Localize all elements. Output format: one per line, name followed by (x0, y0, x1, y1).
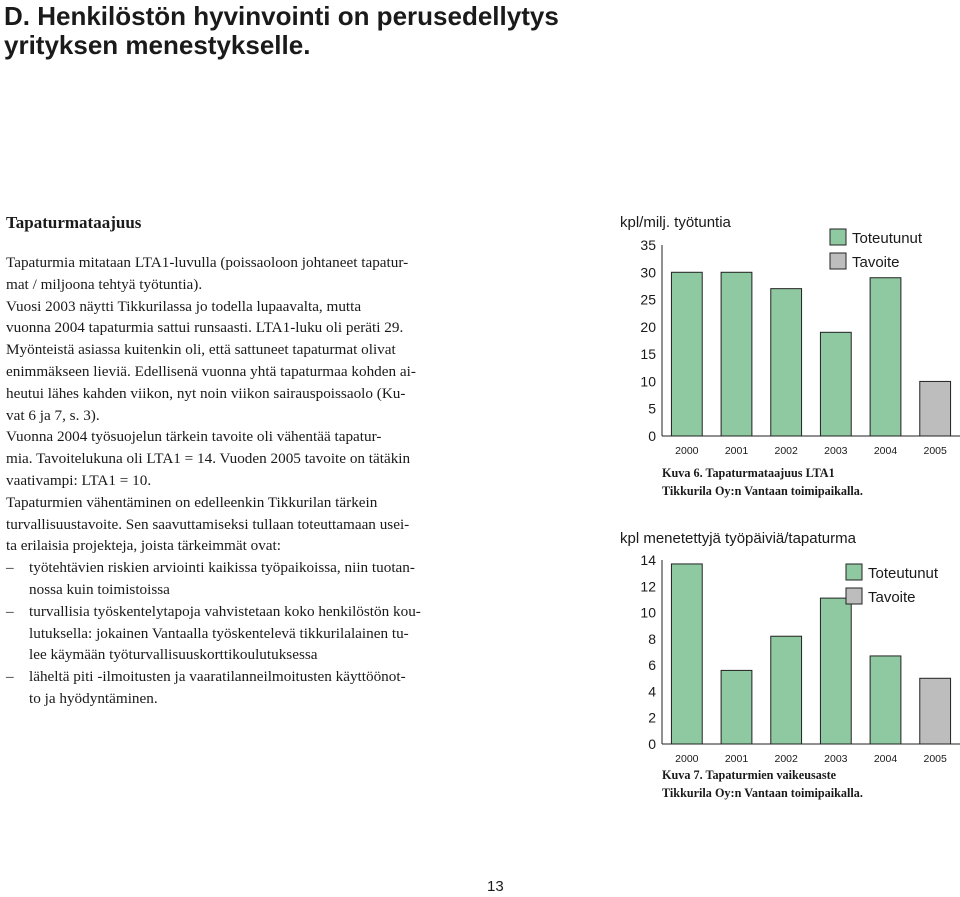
bar-toteutunut-2004 (870, 656, 901, 744)
text-line: läheltä piti -ilmoitusten ja vaaratilanneilmoitusten käyttöönot- (29, 668, 406, 686)
dash-marker: – (6, 602, 14, 620)
bar-toteutunut-2000 (671, 564, 702, 744)
text-line: enimmäkseen lieviä. Edellisenä vuonna yhtä tapaturmaa kohden ai- (6, 362, 416, 380)
text-line: ta erilaisia projekteja, joista tärkeimmät ovat: (6, 537, 281, 555)
dash-marker: – (6, 668, 14, 686)
text-line: Vuonna 2004 työsuojelun tärkein tavoite oli vähentää tapatur- (6, 428, 382, 446)
bar-toteutunut-2002 (771, 636, 802, 744)
caption-line: Tikkurila Oy:n Vantaan toimipaikalla. (662, 786, 863, 800)
y-tick-label: 15 (640, 346, 656, 363)
legend-label-tavoite: Tavoite (868, 589, 916, 606)
text-line: Vuosi 2003 näytti Tikkurilassa jo todella lupaavalta, mutta (6, 297, 362, 315)
text-line: mia. Tavoitelukuna oli LTA1 = 14. Vuoden 2005 tavoite on tätäkin (6, 450, 411, 468)
section-title: Tapaturmataajuus (6, 213, 142, 232)
y-tick-label: 0 (648, 428, 656, 444)
y-tick-label: 8 (648, 630, 656, 647)
paragraph-3 (6, 492, 476, 557)
x-tick-label: 2004 (873, 753, 898, 765)
y-tick-label: 35 (640, 237, 656, 253)
y-tick-label: 12 (640, 578, 656, 595)
x-tick-label: 2002 (774, 753, 798, 765)
paragraph-1 (6, 252, 476, 426)
text-line: vat 6 ja 7, s. 3). (6, 406, 100, 424)
bar-toteutunut-2003 (820, 598, 851, 744)
chart-title: kpl/milj. työtuntia (620, 214, 731, 231)
text-line: turvallisia työskentelytapoja vahvistetaan koko henkilöstön kou- (29, 602, 421, 620)
text-line: vaativampi: LTA1 = 10. (6, 471, 152, 489)
y-tick-label: 30 (640, 264, 656, 281)
bar-tavoite-2005 (920, 678, 951, 744)
y-tick-label: 4 (648, 683, 656, 700)
text-line: työtehtävien riskien arviointi kaikissa työpaikoissa, niin tuotan- (29, 559, 415, 577)
legend-swatch-tavoite (846, 588, 862, 604)
x-tick-label: 2001 (724, 445, 749, 457)
y-tick-label: 20 (640, 318, 656, 335)
y-tick-label: 6 (648, 657, 656, 674)
text-line: turvallisuustavoite. Sen saavuttamiseksi tullaan toteuttamaan usei- (6, 515, 410, 533)
text-line: heutui lähes kahden viikon, nyt noin viikon sairauspoissaolo (Ku- (6, 384, 406, 402)
bar-tavoite-2005 (920, 381, 951, 436)
y-tick-label: 0 (648, 736, 656, 752)
page-number: 13 (487, 878, 504, 895)
bar-toteutunut-2000 (671, 272, 702, 436)
text-line: mat / miljoona tehtyä työtuntia). (6, 275, 203, 293)
x-tick-label: 2003 (824, 445, 848, 457)
legend-swatch-toteutunut (830, 229, 846, 245)
lta1-chart (620, 208, 960, 463)
figure-7-caption (662, 766, 863, 802)
y-tick-label: 14 (640, 552, 656, 568)
legend-swatch-tavoite (830, 253, 846, 269)
bar-toteutunut-2002 (771, 289, 802, 436)
injury-severity-chart (620, 524, 960, 774)
lta1-chart-svg (620, 208, 960, 458)
text-line: Tapaturmia mitataan LTA1-luvulla (poissaoloon johtaneet tapatur- (6, 254, 409, 271)
x-tick-label: 2005 (923, 753, 947, 765)
chart-title: kpl menetettyjä työpäiviä/tapaturma (620, 530, 856, 547)
x-tick-label: 2004 (873, 445, 898, 457)
x-tick-label: 2005 (923, 445, 947, 457)
y-tick-label: 5 (648, 400, 656, 417)
figure-6-caption (662, 464, 863, 500)
x-tick-label: 2002 (774, 445, 798, 457)
heading-line-1: D. Henkilöstön hyvinvointi on perusedellytys (4, 1, 559, 31)
text-line: Tapaturmien vähentäminen on edelleenkin Tikkurilan tärkein (6, 493, 378, 511)
list-item (6, 601, 476, 666)
dash-marker: – (6, 559, 14, 577)
y-tick-label: 10 (640, 373, 656, 390)
text-line: vuonna 2004 tapaturmia sattui runsaasti. LTA1-luku oli peräti 29. (6, 319, 404, 337)
list-item (6, 666, 476, 710)
caption-line: Kuva 7. Tapaturmien vaikeusaste (662, 768, 837, 782)
heading-line-2: yrityksen menestykselle. (4, 30, 311, 60)
page-heading (4, 2, 704, 60)
x-tick-label: 2000 (675, 445, 699, 457)
legend-label-toteutunut: Toteutunut (852, 230, 923, 247)
text-line: to ja hyödyntäminen. (29, 689, 158, 707)
bar-toteutunut-2004 (870, 278, 901, 436)
caption-line: Tikkurila Oy:n Vantaan toimipaikalla. (662, 484, 863, 498)
bar-toteutunut-2001 (721, 670, 752, 744)
legend-swatch-toteutunut (846, 564, 862, 580)
text-line: Myönteistä asiassa kuitenkin oli, että sattuneet tapaturmat olivat (6, 341, 396, 359)
x-tick-label: 2003 (824, 753, 848, 765)
bar-toteutunut-2001 (721, 272, 752, 436)
text-line: lee käymään työturvallisuuskorttikoulutuksessa (29, 646, 318, 664)
legend-label-tavoite: Tavoite (852, 254, 900, 271)
bar-toteutunut-2003 (820, 332, 851, 436)
legend-label-toteutunut: Toteutunut (868, 565, 939, 582)
x-tick-label: 2000 (675, 753, 699, 765)
caption-line: Kuva 6. Tapaturmataajuus LTA1 (662, 466, 835, 480)
text-line: lutuksella: jokainen Vantaalla työskentelevä tikkurilalainen tu- (29, 624, 409, 642)
list-item (6, 557, 476, 601)
y-tick-label: 10 (640, 604, 656, 621)
text-line: nossa kuin toimistoissa (29, 580, 170, 598)
y-tick-label: 25 (640, 291, 656, 308)
x-tick-label: 2001 (724, 753, 749, 765)
y-tick-label: 2 (648, 709, 656, 726)
project-list (6, 557, 476, 710)
body-text (6, 252, 476, 710)
paragraph-2 (6, 426, 476, 491)
injury-severity-chart-svg (620, 524, 960, 769)
